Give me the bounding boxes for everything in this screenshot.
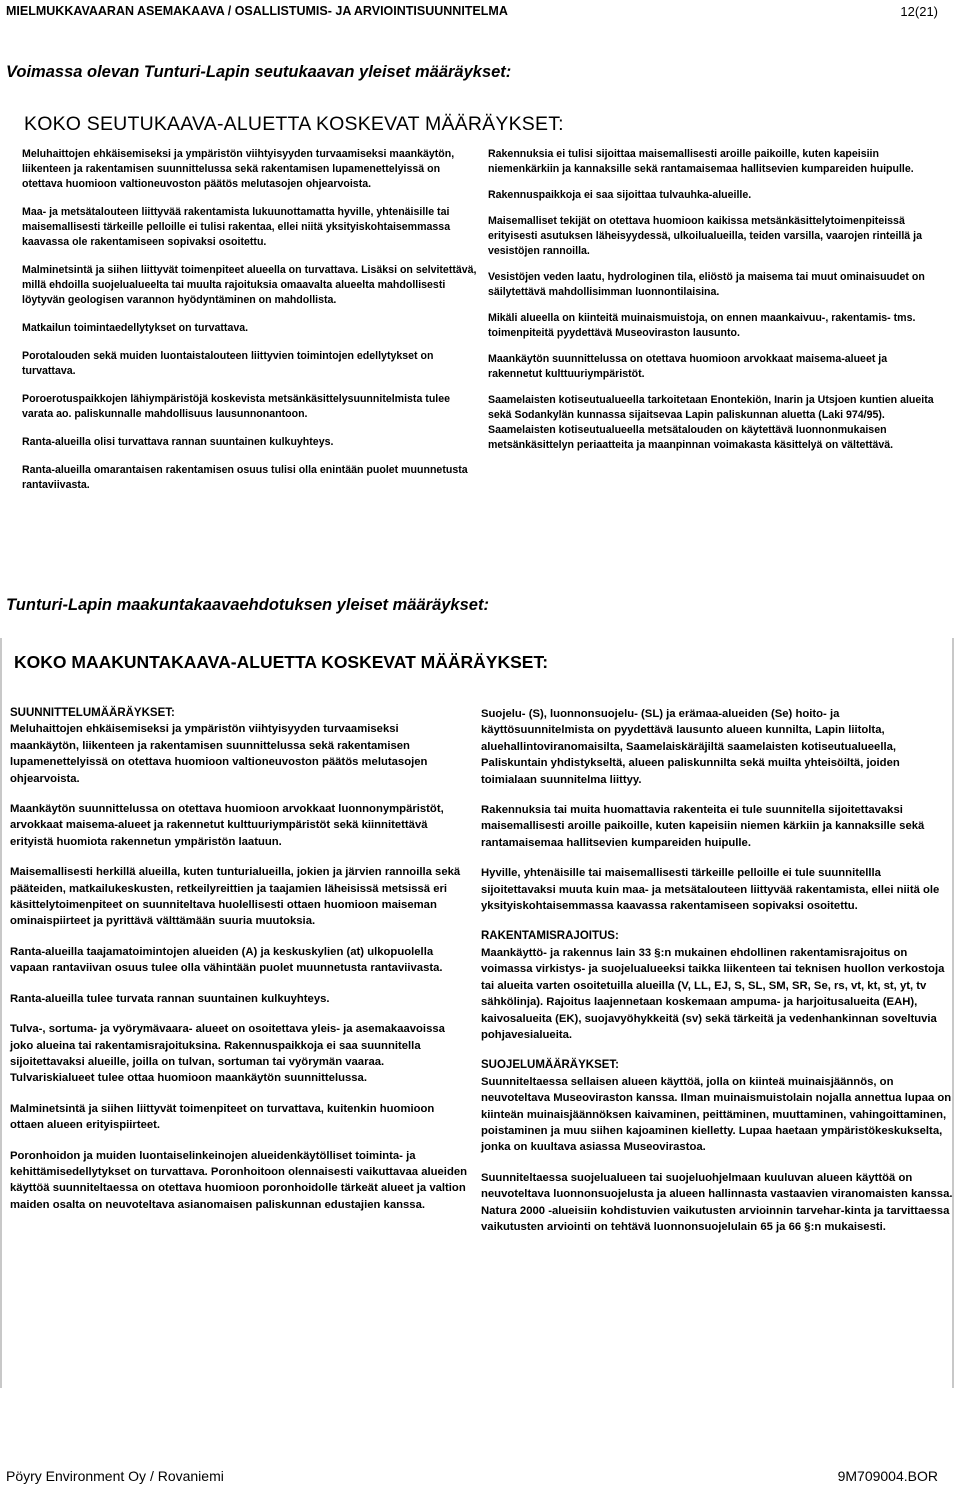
- regulation-paragraph: Rakennuspaikkoja ei saa sijoittaa tulvauhka-alueille.: [488, 189, 752, 201]
- section1-right-column: [488, 147, 936, 464]
- subheading: RAKENTAMISRAJOITUS:: [481, 930, 619, 943]
- section2-right-column: [481, 706, 955, 1249]
- regulation-paragraph: Ranta-alueilla taajamatoimintojen alueiden (A) ja keskuskylien (at) ulkopuolella vapaan rantaviivan osuus tulee olla vähintään puolet muunnetusta rantaviivasta.: [10, 945, 443, 975]
- regulation-paragraph: Mikäli alueella on kiinteitä muinaismuistoja, on ennen maankaivuu-, rakentamis- tms. toimenpiteitä pyydettävä Museoviraston lausunto.: [488, 312, 916, 339]
- footer-company: Pöyry Environment Oy / Rovaniemi: [6, 1468, 224, 1484]
- regulation-paragraph: Malminetsintä ja siihen liittyvät toimenpiteet on turvattava, kuitenkin huomioon ottaen alueen erityispiirteet.: [10, 1102, 435, 1132]
- regulation-paragraph: Meluhaittojen ehkäisemiseksi ja ympäristön viihtyisyyden turvaamiseksi maankäytön, liikenteen ja rakentamisen suunnittelussa sekä rakentamisen lupamenettelyissä on otettava huomioon valtioneuvoston päätös melutasojen ohjearvoista.: [10, 723, 428, 785]
- regulation-paragraph: Maankäytön suunnittelussa on otettava huomioon arvokkaat maisema-alueet ja rakennetut kulttuuriympäristöt.: [488, 353, 888, 380]
- section1-left-column: [22, 147, 480, 506]
- regulation-paragraph: Hyville, yhtenäisille tai maisemallisesti tärkeille pelloille ei tule suunnitellla sijoitettavaksi muuta kuin maa- ja metsätalouteen liittyvää rakentamista, ellei niitä ole yksityiskohtaisemmassa kaavassa rakentamiseen sopivaksi osoitettu.: [481, 867, 940, 913]
- regulation-paragraph: Maankäytön suunnittelussa on otettava huomioon arvokkaat luonnonympäristöt, arvokkaat maisema-alueet ja rakennetut kulttuuriympäristöt sekä kiinnitettävä erityistä huomiota rakennetun ympäristön laatuun.: [10, 803, 444, 848]
- regulation-paragraph: Meluhaittojen ehkäisemiseksi ja ympäristön viihtyisyyden turvaamiseksi maankäytön, liikenteen ja rakentamisen suunnittelussa sekä rakentamisen lupamenettelyissä on otettava huomioon valtioneuvoston päätös melutasojen ohjearvoista.: [22, 148, 455, 190]
- regulation-paragraph: Poronhoidon ja muiden luontaiselinkeinojen alueidenkäytölliset toiminta- ja kehittämisedellytykset on turvattava. Poronhoitoon olennaisesti vaikuttavaa alueiden käyttöä suunniteltaessa on otettava huomioon poronhoidolle tärkeät alueet ja valtion maiden osalta on neuvoteltava asianomaisen paliskunnan edustajien kanssa.: [10, 1149, 468, 1211]
- regulation-paragraph: Tulva-, sortuma- ja vyörymävaara- alueet on osoitettava yleis- ja asemakaavoissa joko alueina tai rakentamisrajoituksina. Rakennuspaikkoja ei saa suunnitella sijoitettavaksi alueille, joilla on tulvan, sortuman tai vyörymän vaaraa. Tulvariskialueet tulee ottaa huomioon maankäytön suunnittelussa.: [10, 1023, 445, 1085]
- subheading: SUOJELUMÄÄRÄYKSET:: [481, 1059, 620, 1072]
- section1-scan-title: KOKO SEUTUKAAVA-ALUETTA KOSKEVAT MÄÄRÄYKSET:: [24, 113, 564, 135]
- section2-scan-title: KOKO MAAKUNTAKAAVA-ALUETTA KOSKEVAT MÄÄRÄYKSET:: [14, 652, 549, 672]
- section1-heading: Voimassa olevan Tunturi-Lapin seutukaavan yleiset määräykset:: [6, 63, 512, 81]
- regulation-paragraph: Saamelaisten kotiseutualueella tarkoitetaan Enontekiön, Inarin ja Utsjoen kuntien alueita sekä Sodankylän kunnassa sijaitsevaa Lapin paliskunnan aluetta (Laki 974/95). Saamelaisten kotiseutualueella metsätalouden on käytettävä luonnonmukaisen metsänkäsittelyn periaatteita ja maanpinnan voimakasta käsittelyä on vältettävä.: [488, 394, 934, 451]
- regulation-paragraph: Rakennuksia ei tulisi sijoittaa maisemallisesti aroille paikoille, kuten kapeisiin niemenkärkiin ja kannaksille sekä rantamaisemaa hallitsevien kumpareiden huipulle.: [488, 148, 914, 175]
- regulation-paragraph: Porotalouden sekä muiden luontaistalouteen liittyvien toimintojen edellytykset on turvattava.: [22, 350, 434, 377]
- regulation-paragraph: Maa- ja metsätalouteen liittyvää rakentamista lukuunottamatta hyville, yhtenäisille tai maisemallisesti tärkeille pelloille ei tulisi rakentaa, ellei niitä yksityiskohtaisemmassa kaavassa ole rakentamiseen sopivaksi osoitettu.: [22, 206, 451, 248]
- regulation-paragraph: Ranta-alueilla tulee turvata rannan suuntainen kulkuyhteys.: [10, 992, 330, 1005]
- subheading: SUUNNITTELUMÄÄRÄYKSET:: [10, 707, 175, 719]
- regulation-paragraph: Ranta-alueilla omarantaisen rakentamisen osuus tulisi olla enintään puolet muunnetusta rantaviivasta.: [22, 464, 468, 491]
- regulation-paragraph: Maisemallisesti herkillä alueilla, kuten tunturialueilla, jokien ja järvien rannoilla sekä pääteiden, matkailukeskusten, retkeilyreittien ja taajamien läheisissä metsissä eri käsittelytoimenpiteet on suunniteltava huolellisesti ottaen huomioon maiseman ominaispiirteet ja pyrittävä välttämään suuria muutoksia.: [10, 866, 461, 928]
- regulation-paragraph: Vesistöjen veden laatu, hydrologinen tila, eliöstö ja maisema tai muut ominaisuudet on säilytettävä mahdollisimman luonnontilaisina.: [488, 271, 925, 298]
- regulation-paragraph: Suunniteltaessa sellaisen alueen käyttöä, jolla on kiinteä muinaisjäännös, on neuvoteltava Museoviraston kanssa. Ilman muinaismuistolain nojalla annettua lupaa on kiinteän muinaisjäännöksen kaivaminen, peittäminen, muuttaminen, vahingoittaminen, poistaminen ja muu siihen kajoaminen kielletty. Lupaa haetaan ympäristökeskukselta, jonka on kuultava asiassa Museovirastoa.: [481, 1075, 952, 1154]
- document-header-title: MIELMUKKAVAARAN ASEMAKAAVA / OSALLISTUMIS- JA ARVIOINTISUUNNITELMA: [6, 4, 508, 18]
- regulation-paragraph: Maisemalliset tekijät on otettava huomioon kaikissa metsänkäsittelytoimenpiteissä erityisesti asutuksen läheisyydessä, ulkoilualueilla, teiden varsilla, vaarojen rinteillä ja vesistöjen rannoilla.: [488, 215, 922, 257]
- regulation-paragraph: Suunniteltaessa suojelualueen tai suojeluohjelmaan kuuluvan alueen käyttöä on neuvoteltava luonnonsuojelusta ja alueen hallinnasta vastaavien viranomaisten kanssa.: [481, 1171, 953, 1201]
- regulation-paragraph: Natura 2000 -alueisiin kohdistuvien vaikutusten arvioinnin tarvehar-kinta ja tarvittaessa vaikutusten arviointi on tehtävä luonnonsuojelulain 65 ja 66 §:n mukaisesti.: [481, 1204, 950, 1233]
- section2-left-column: [10, 705, 470, 1227]
- footer-document-code: 9M709004.BOR: [837, 1468, 938, 1484]
- page-number: 12(21): [900, 4, 938, 19]
- regulation-paragraph: Maankäyttö- ja rakennus lain 33 §:n mukainen ehdollinen rakentamisrajoitus on voimassa virkistys- ja suojelualueeksi taikka liikenteen tai teknisen huollon verkostoja tai alueita varten osoitetuilla alueilla (V, LL, EJ, S, SL, SM, SR, Se, rs, vt, kt, st, yt, tv sähkölinja). Rajoitus laajennetaan koskemaan ampuma- ja harjoitusalueita (EAH), kaivosalueita (EK), suojavyöhykkeitä (sv) sekä tärkeitä ja vedenhankinnan soveltuvia pohjavesialueita.: [481, 946, 945, 1041]
- regulation-paragraph: Poroerotuspaikkojen lähiympäristöjä koskevista metsänkäsittelysuunnitelmista tulee varata ao. paliskunnalle mahdollisuus lausunnonantoon.: [22, 393, 451, 420]
- scan-edge-left: [0, 638, 2, 1388]
- regulation-paragraph: Ranta-alueilla olisi turvattava rannan suuntainen kulkuyhteys.: [22, 436, 334, 448]
- section2-heading: Tunturi-Lapin maakuntakaavaehdotuksen yleiset määräykset:: [6, 596, 489, 614]
- regulation-paragraph: Matkailun toimintaedellytykset on turvattava.: [22, 322, 249, 334]
- regulation-paragraph: Malminetsintä ja siihen liittyvät toimenpiteet alueella on turvattava. Lisäksi on selvitettävä, millä ehdoilla suojelualueelta tai muulta rajoituksia omaavalta alueelta mahdollisesti löytyvän geologisen varannon hyödyntäminen on mahdollista.: [22, 264, 477, 306]
- regulation-paragraph: Rakennuksia tai muita huomattavia rakenteita ei tule suunnitella sijoitettavaksi maisemallisesti aroille paikoille, kuten kapeisiin niemen kärkiin ja kannaksille sekä rantamaisemaa hallitsevien kumpareiden huipulle.: [481, 804, 925, 849]
- regulation-paragraph: Suojelu- (S), luonnonsuojelu- (SL) ja erämaa-alueiden (Se) hoito- ja käyttösuunnitelmista on pyydettävä lausunto alueen kunnilta, Lapin liitolta, aluehallintoviranomaisilta, Saamelaiskäräjiltä saamelaisten kotiseutualueella, Paliskuntain yhdistykseltä, alueen paliskunnilta sekä muilta yhteisöiltä, joiden toimialaan suunnitelma liittyy.: [481, 708, 900, 786]
